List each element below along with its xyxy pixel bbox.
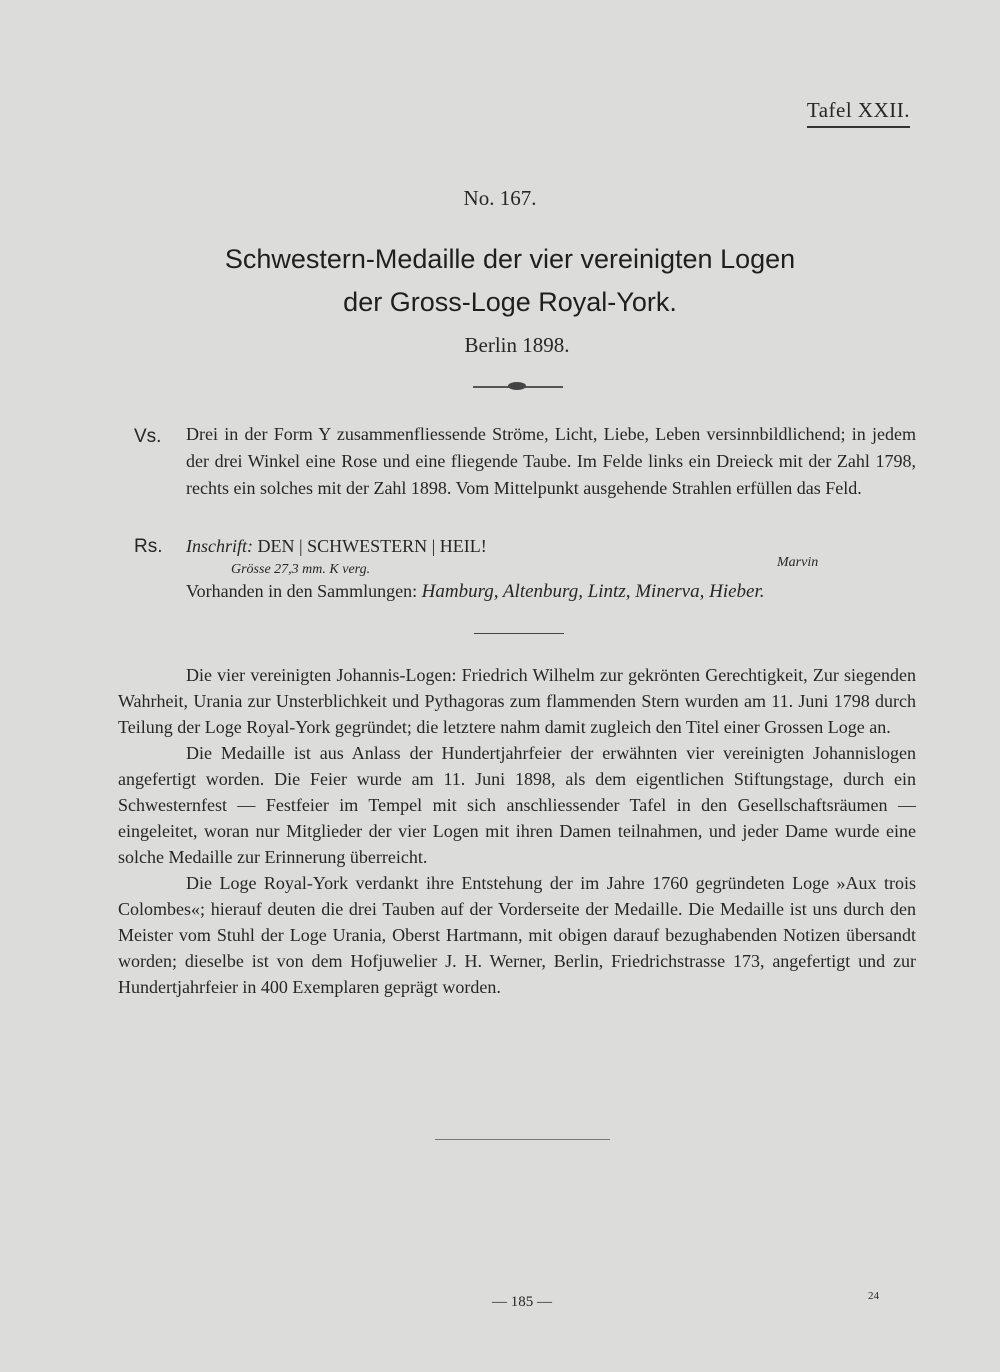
paragraph-2: Die Medaille ist aus Anlass der Hundertjahrfeier der erwähnten vier vereinigten Johannislogen angefertigt worden. Die Feier wurde am 11. Juni 1898, als dem eigentlichen Stiftungstage, durch ein Schwesternfest — Festfeier im Tempel mit sich anschliessender Tafel in den Gesellschaftsräumen — eingeleitet, woran nur Mitglieder der vier Logen mit ihren Damen teilnahmen, und jeder Dame wurde eine solche Medaille zur Erinnerung überreicht. — [118, 743, 916, 867]
body-text — [118, 662, 916, 1000]
signature-mark: 24 — [868, 1290, 879, 1302]
collections-list: Hamburg, Altenburg, Lintz, Minerva, Hieber. — [421, 581, 765, 602]
inscription-label: Inschrift: — [186, 536, 253, 556]
paragraph-1: Die vier vereinigten Johannis-Logen: Friedrich Wilhelm zur gekrönten Gerechtigkeit, Zur siegenden Wahrheit, Urania zur Unsterblichkeit und Pythagoras zum flammenden Stern wurden am 11. Juni 1798 durch Teilung der Loge Royal-York gegründet; die letztere nahm damit zugleich den Titel einer Grossen Loge an. — [118, 665, 916, 737]
reverse-description — [186, 536, 487, 557]
obverse-label: Vs. — [134, 426, 162, 447]
plate-label: Tafel XXII. — [807, 98, 910, 128]
page-title — [110, 238, 910, 324]
title-line-1: Schwestern-Medaille der vier vereinigten Logen — [224, 244, 796, 274]
collections-line — [186, 581, 765, 603]
entry-number: No. 167. — [463, 186, 537, 210]
inscription-text: DEN | SCHWESTERN | HEIL! — [257, 536, 487, 556]
medal-size: Grösse 27,3 mm. K verg. — [231, 562, 371, 577]
title-line-2: der Gross-Loge Royal-York. — [343, 287, 677, 317]
paragraph-3: Die Loge Royal-York verdankt ihre Entstehung der im Jahre 1760 gegründeten Loge »Aux trois Colombes«; hierauf deuten die drei Tauben auf der Vorderseite der Medaille. Die Medaille ist uns durch den Meister vom Stuhl der Loge Urania, Oberst Hartmann, mit obigen darauf bezughabenden Notizen übersandt worden; dieselbe ist von dem Hofjuwelier J. H. Werner, Berlin, Friedrichstrasse 173, angefertigt und zur Hundertjahrfeier in 400 Exemplaren geprägt worden. — [118, 873, 916, 997]
page-number: — 185 — — [492, 1294, 552, 1310]
section-divider — [474, 633, 564, 634]
reverse-label: Rs. — [134, 536, 163, 557]
obverse-description: Drei in der Form Y zusammenfliessende Ströme, Licht, Liebe, Leben versinnbildlichend; in jedem der drei Winkel eine Rose und eine fliegende Taube. Im Felde links ein Dreieck mit der Zahl 1798, rechts ein solches mit der Zahl 1898. Vom Mittelpunkt ausgehende Strahlen erfüllen das Feld. — [186, 424, 916, 498]
place-date: Berlin 1898. — [464, 333, 570, 357]
end-divider — [435, 1139, 610, 1140]
catalog-reference: Marvin — [777, 555, 819, 570]
collections-label: Vorhanden in den Sammlungen: — [186, 581, 418, 601]
ornament-flourish — [508, 382, 526, 390]
